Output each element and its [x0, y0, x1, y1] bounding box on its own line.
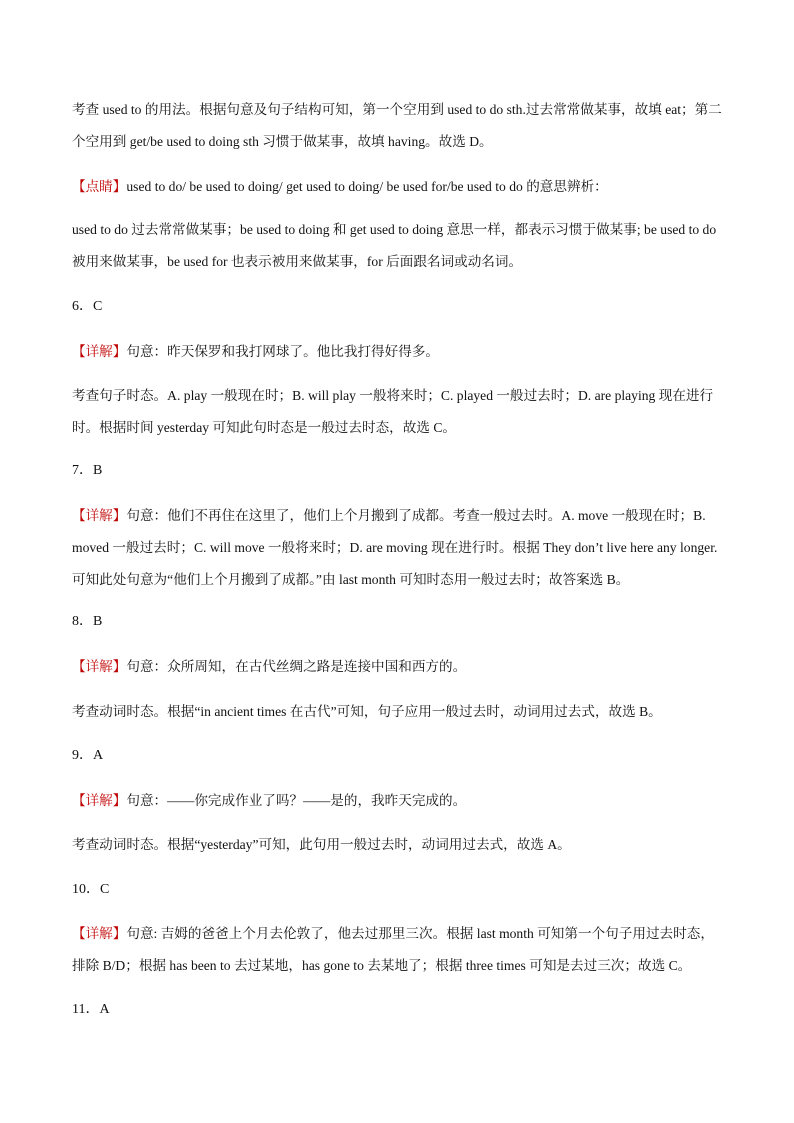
detail-text: 句意：昨天保罗和我打网球了。他比我打得好得多。 [126, 344, 440, 359]
detail-tag: 【详解】 [72, 344, 127, 359]
detail-tag: 【详解】 [72, 926, 127, 941]
detail-text: 句意：众所周知，在古代丝绸之路是连接中国和西方的。 [126, 659, 467, 674]
detail-paragraph [72, 336, 724, 368]
detail-paragraph [72, 918, 724, 982]
question-number: 7．B [72, 463, 103, 478]
question-number: 9．A [72, 748, 104, 763]
explanation-used-to: 考查 used to 的用法。根据句意及句子结构可知，第一个空用到 used to do sth.过去常常做某事，故填 eat；第二个空用到 get/be used to doing sth 习惯于做某事，故填 having。故选 D。 [72, 102, 722, 149]
question-number: 8．B [72, 614, 103, 629]
question-number: 6．C [72, 299, 103, 314]
tip-text: used to do/ be used to doing/ get used to doing/ be used for/be used to do 的意思辨析： [126, 179, 608, 194]
detail-paragraph [72, 500, 724, 596]
question-number: 11．A [72, 1002, 110, 1017]
detail-text: 句意: 吉姆的爸爸上个月去伦敦了，他去过那里三次。根据 last month 可知第一个句子用过去时态，排除 B/D；根据 has been to 去过某地，has gone to 去某地了；根据 three times 可知是去过三次；故选 C。 [72, 926, 714, 973]
tip-paragraph [72, 171, 724, 203]
question-number: 10．C [72, 882, 110, 897]
explanation-paragraph: 考查句子时态。A. play 一般现在时；B. will play 一般将来时；C. played 一般过去时；D. are playing 现在进行时。根据时间 yesterday 可知此句时态是一般过去时态，故选 C。 [72, 388, 714, 435]
tip-tag: 【点睛】 [72, 179, 127, 194]
detail-text: 句意：他们不再住在这里了，他们上个月搬到了成都。考查一般过去时。A. move 一般现在时；B. moved 一般过去时；C. will move 一般将来时；D. are moving 现在进行时。根据 They don’t live here any longer.可知此处句意为“他们上个月搬到了成都。”由 last month 可知时态用一般过去时；故答案选 B。 [72, 508, 718, 587]
detail-tag: 【详解】 [72, 793, 127, 808]
detail-tag: 【详解】 [72, 508, 127, 523]
detail-paragraph [72, 785, 724, 817]
tip-detail: used to do 过去常常做某事；be used to doing 和 get used to doing 意思一样，都表示习惯于做某事; be used to do 被用来做某事，be used for 也表示被用来做某事，for 后面跟名词或动名词。 [72, 222, 717, 269]
detail-paragraph [72, 651, 724, 683]
explanation-paragraph: 考查动词时态。根据“yesterday”可知，此句用一般过去时，动词用过去式，故选 A。 [72, 837, 571, 852]
detail-tag: 【详解】 [72, 659, 127, 674]
detail-text: 句意：——你完成作业了吗？——是的，我昨天完成的。 [126, 793, 467, 808]
explanation-paragraph: 考查动词时态。根据“in ancient times 在古代”可知，句子应用一般过去时，动词用过去式，故选 B。 [72, 704, 662, 719]
